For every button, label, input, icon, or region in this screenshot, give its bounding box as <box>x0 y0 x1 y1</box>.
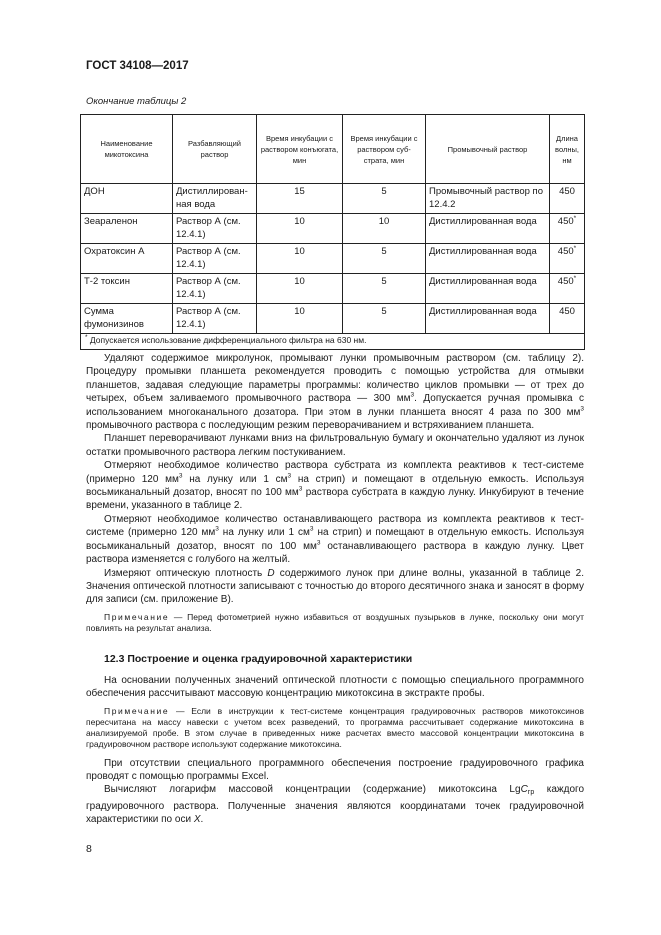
diluent: Раствор А (см. 12.4.1) <box>173 274 257 304</box>
substrate-time: 5 <box>343 184 426 214</box>
footnote-text: Допускается использование дифференциального фильтра на 630 нм. <box>89 335 367 345</box>
column-header: Наименование микотоксина <box>81 115 173 184</box>
table-row <box>81 244 585 274</box>
paragraph-washing: Удаляют содержимое микролунок, промывают лунки промывочным раствором (см. таблицу 2). Процедуру промывки планшета рекомендуется проводить с помощью устройства для отмывки планшетов, задавая следующие параметры программы: количество циклов промывки — от трех до четырех, объем заливаемого промывочного раствора — 300 $мм^3$. Допускается ручная промывка с использованием многоканального дозатора. При этом в лунки планшета вносят 4 раза по 300 $мм^3$ промывочного раствора с последующим резким переворачиванием и встряхиванием планшета. <box>86 353 584 432</box>
mycotoxin-name: Сумма фумонизинов <box>81 304 173 334</box>
conjugate-time: 10 <box>257 274 343 304</box>
mycotoxin-name: ДОН <box>81 184 173 214</box>
conjugate-time: 15 <box>257 184 343 214</box>
wavelength-value: 450 <box>557 276 574 287</box>
column-header: Промывочный раствор <box>426 115 550 184</box>
note-recalculation: Примечание — Если в инструкции к тест-системе концентрация градуировочных растворов микотоксинов пересчитана на массу навески с учетом всех разведений, то программа рассчитывает содержание микотоксина в анализируемой пробе. В этом случае в приведенных ниже расчетах вместо массовой концентрации микотоксина в градуировочном растворе используют содержание микотоксина. <box>86 705 584 750</box>
table-row <box>81 304 585 334</box>
wavelength <box>550 274 585 304</box>
conjugate-time: 10 <box>257 304 343 334</box>
paragraph-blotting: Планшет переворачивают лунками вниз на фильтровальную бумагу и окончательно удаляют из лунок остатки промывочного раствора легким постукиванием. <box>86 433 584 458</box>
substrate-time: 10 <box>343 214 426 244</box>
wavelength-value: 450 <box>559 186 575 197</box>
note-bubbles: Примечание — Перед фотометрией нужно избавиться от воздушных пузырьков в лунке, поскольку они могут повлиять на результат анализа. <box>86 611 584 633</box>
column-header: Длина волны, нм <box>550 115 585 184</box>
table-caption: Окончание таблицы 2 <box>86 96 187 107</box>
wash-solution: Дистиллированная вода <box>426 244 550 274</box>
footnote-mark: * <box>573 244 577 252</box>
substrate-time: 5 <box>343 274 426 304</box>
table-row <box>81 214 585 244</box>
wavelength <box>550 184 585 214</box>
footnote-mark: * <box>573 274 577 282</box>
mycotoxin-table <box>80 114 585 350</box>
diluent: Раствор А (см. 12.4.1) <box>173 244 257 274</box>
substrate-time: 5 <box>343 304 426 334</box>
diluent: Дистиллирован-ная вода <box>173 184 257 214</box>
paragraph-logarithm: Вычисляют логарифм массовой концентрации (содержание) микотоксина LgC$_{гр}$ каждого градуировочного раствора. Полученные значения являются координатами точек градуировочной характеристики по оси X. <box>86 784 585 826</box>
wash-solution: Дистиллированная вода <box>426 274 550 304</box>
page-number: 8 <box>86 843 92 855</box>
conjugate-time: 10 <box>257 244 343 274</box>
wash-solution: Промывочный раствор по 12.4.2 <box>426 184 550 214</box>
paragraph-software: На основании полученных значений оптической плотности с помощью специального программного обеспечения рассчитывают массовую концентрацию микотоксина в экстракте пробы. <box>86 675 584 700</box>
paragraph-optical-density: Измеряют оптическую плотность D содержимого лунок при длине волны, указанной в таблице 2. Значения оптической плотности записывают с точностью до второго десятичного знака и заносят в форму для записи (см. приложение В). <box>86 567 584 606</box>
wavelength <box>550 214 585 244</box>
footnote-mark: * <box>573 214 577 222</box>
mycotoxin-name: Зеараленон <box>81 214 173 244</box>
wavelength-value: 450 <box>557 246 574 257</box>
diluent: Раствор А (см. 12.4.1) <box>173 304 257 334</box>
wavelength-value: 450 <box>557 216 574 227</box>
wavelength <box>550 244 585 274</box>
footnote-mark: * <box>85 334 88 342</box>
mycotoxin-name: Т-2 токсин <box>81 274 173 304</box>
wavelength <box>550 304 585 334</box>
procedure-text <box>86 352 584 634</box>
paragraph-substrate: Отмеряют необходимое количество раствора субстрата из комплекта реактивов к тест-системе (примерно 120 $мм^3$ на лунку или 1 $см^3$ на стрип) и помещают в отдельную емкость. Используя восьмиканальный дозатор, вносят по 100 $мм^3$ раствора субстрата в каждую лунку. Инкубируют в течение времени, указанного в таблице 2. <box>86 460 585 512</box>
standard-header: ГОСТ 34108—2017 <box>86 60 189 72</box>
paragraph-excel: При отсутствии специального программного обеспечения построение градуировочного графика проводят с помощью программы Excel. <box>86 757 584 783</box>
table-row <box>81 274 585 304</box>
calibration-text <box>86 674 584 827</box>
paragraph-stop-solution: Отмеряют необходимое количество останавливающего раствора из комплекта реактивов к тест-системе (примерно 120 $мм^3$ на лунку или 1 $см^3$ на стрип) и помещают в отдельную емкость. Используя восьмиканальный дозатор, вносят по 100 $мм^3$ останавливающего раствора в каждую лунку. Цвет раствора изменяется с голубого на желтый. <box>86 513 584 566</box>
wash-solution: Дистиллированная вода <box>426 214 550 244</box>
section-title: 12.3 Построение и оценка градуировочной характеристики <box>104 653 413 665</box>
wavelength-value: 450 <box>559 306 575 317</box>
table-footnote <box>81 334 585 350</box>
table-footnote-row <box>81 334 585 350</box>
column-header: Разбавляющий раствор <box>173 115 257 184</box>
table-row <box>81 184 585 214</box>
substrate-time: 5 <box>343 244 426 274</box>
diluent: Раствор А (см. 12.4.1) <box>173 214 257 244</box>
column-header: Время инкубации с раствором конъюгата, мин <box>257 115 343 184</box>
wash-solution: Дистиллированная вода <box>426 304 550 334</box>
table-header-row <box>81 115 585 184</box>
conjugate-time: 10 <box>257 214 343 244</box>
mycotoxin-name: Охратоксин А <box>81 244 173 274</box>
column-header: Время инкубации с раствором суб-страта, мин <box>343 115 426 184</box>
